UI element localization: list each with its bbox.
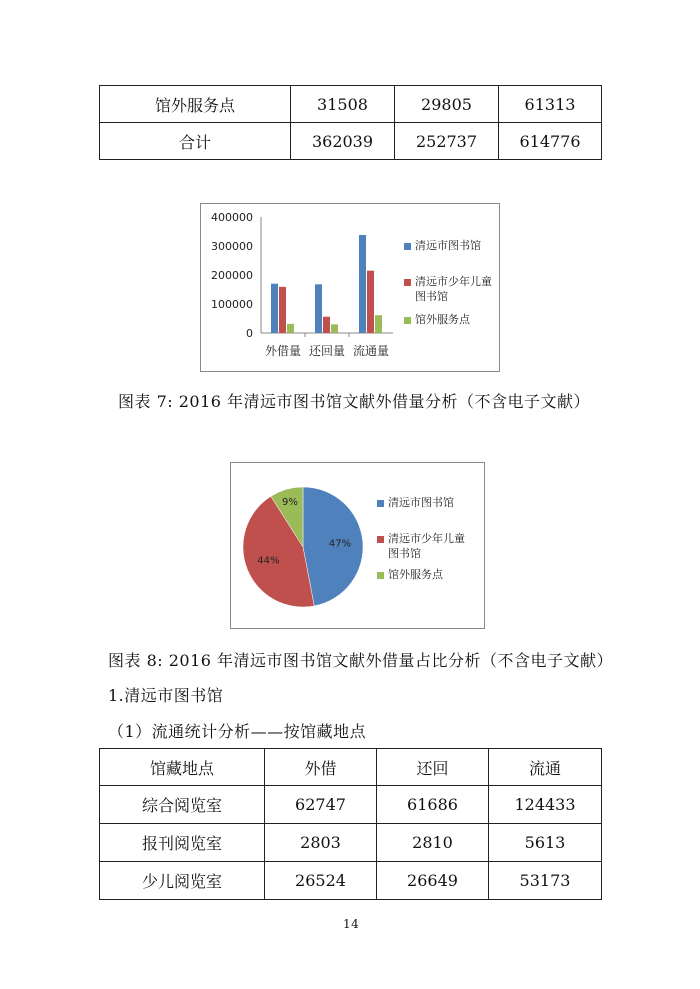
x-category-label: 流通量 [352, 344, 390, 358]
table-cell: 61313 [499, 86, 602, 123]
y-tick-label: 200000 [211, 269, 253, 282]
legend-label: 图书馆 [415, 290, 448, 303]
x-category-label: 还回量 [308, 344, 346, 358]
bar [359, 235, 366, 333]
x-category-label: 外借量 [264, 344, 302, 358]
pie-data-label: 9% [282, 497, 298, 509]
figure-caption: 图表 8: 2016 年清远市图书馆文献外借量占比分析（不含电子文献） [108, 651, 614, 670]
bar [315, 284, 322, 333]
table-cell: 124433 [489, 786, 602, 824]
table-cell: 53173 [489, 862, 602, 900]
legend-label: 清远市少年儿童 [388, 532, 465, 545]
pie-chart-frame [230, 462, 485, 629]
bar [375, 315, 382, 333]
bar-chart-frame [200, 203, 500, 372]
bar [271, 284, 278, 333]
y-tick-label: 400000 [211, 211, 253, 224]
table-cell: 2803 [265, 824, 377, 862]
bar [279, 287, 286, 333]
y-tick-label: 0 [246, 327, 253, 340]
table-cell: 29805 [395, 86, 499, 123]
table-cell: 252737 [395, 123, 499, 160]
table-cell: 馆外服务点 [100, 86, 291, 123]
table-cell: 2810 [377, 824, 489, 862]
table-cell: 61686 [377, 786, 489, 824]
bar [287, 324, 294, 333]
table-cell: 362039 [291, 123, 395, 160]
legend-swatch [377, 572, 384, 579]
y-tick-label: 100000 [211, 298, 253, 311]
sub-heading: （1）流通统计分析——按馆藏地点 [108, 722, 367, 741]
figure-caption: 图表 7: 2016 年清远市图书馆文献外借量分析（不含电子文献） [118, 392, 591, 411]
legend-label: 清远市图书馆 [415, 239, 481, 252]
page-number: 14 [343, 917, 360, 931]
top-table [99, 85, 602, 160]
legend-label: 清远市少年儿童 [415, 275, 492, 288]
table-cell: 26649 [377, 862, 489, 900]
legend-swatch [404, 279, 411, 286]
section-heading: 1.清远市图书馆 [108, 686, 224, 705]
table-cell: 5613 [489, 824, 602, 862]
table-cell: 综合阅览室 [100, 786, 265, 824]
legend-swatch [404, 243, 411, 250]
table-row [100, 862, 602, 900]
table-cell: 31508 [291, 86, 395, 123]
table-cell: 614776 [499, 123, 602, 160]
legend-swatch [404, 317, 411, 324]
pie-data-label: 47% [328, 538, 352, 550]
table-header-cell: 外借 [265, 749, 377, 786]
table-cell: 26524 [265, 862, 377, 900]
table-cell: 少儿阅览室 [100, 862, 265, 900]
table-row [100, 123, 602, 160]
table-cell: 62747 [265, 786, 377, 824]
bar [331, 324, 338, 333]
bar [367, 271, 374, 333]
legend-swatch [377, 500, 384, 507]
table-row [100, 86, 602, 123]
legend-swatch [377, 536, 384, 543]
table-row [100, 824, 602, 862]
bar [323, 317, 330, 333]
table-row [100, 786, 602, 824]
y-tick-label: 300000 [211, 240, 253, 253]
table-header-row [100, 749, 602, 786]
table-cell: 报刊阅览室 [100, 824, 265, 862]
table-header-cell: 流通 [489, 749, 602, 786]
legend-label: 馆外服务点 [415, 313, 470, 326]
table-header-cell: 馆藏地点 [100, 749, 265, 786]
legend-label: 图书馆 [388, 547, 421, 560]
pie-data-label: 44% [257, 555, 280, 567]
legend-label: 馆外服务点 [388, 568, 443, 581]
table-header-cell: 还回 [377, 749, 489, 786]
collection-location-table [99, 748, 602, 900]
table-cell: 合计 [100, 123, 291, 160]
legend-label: 清远市图书馆 [388, 496, 454, 509]
